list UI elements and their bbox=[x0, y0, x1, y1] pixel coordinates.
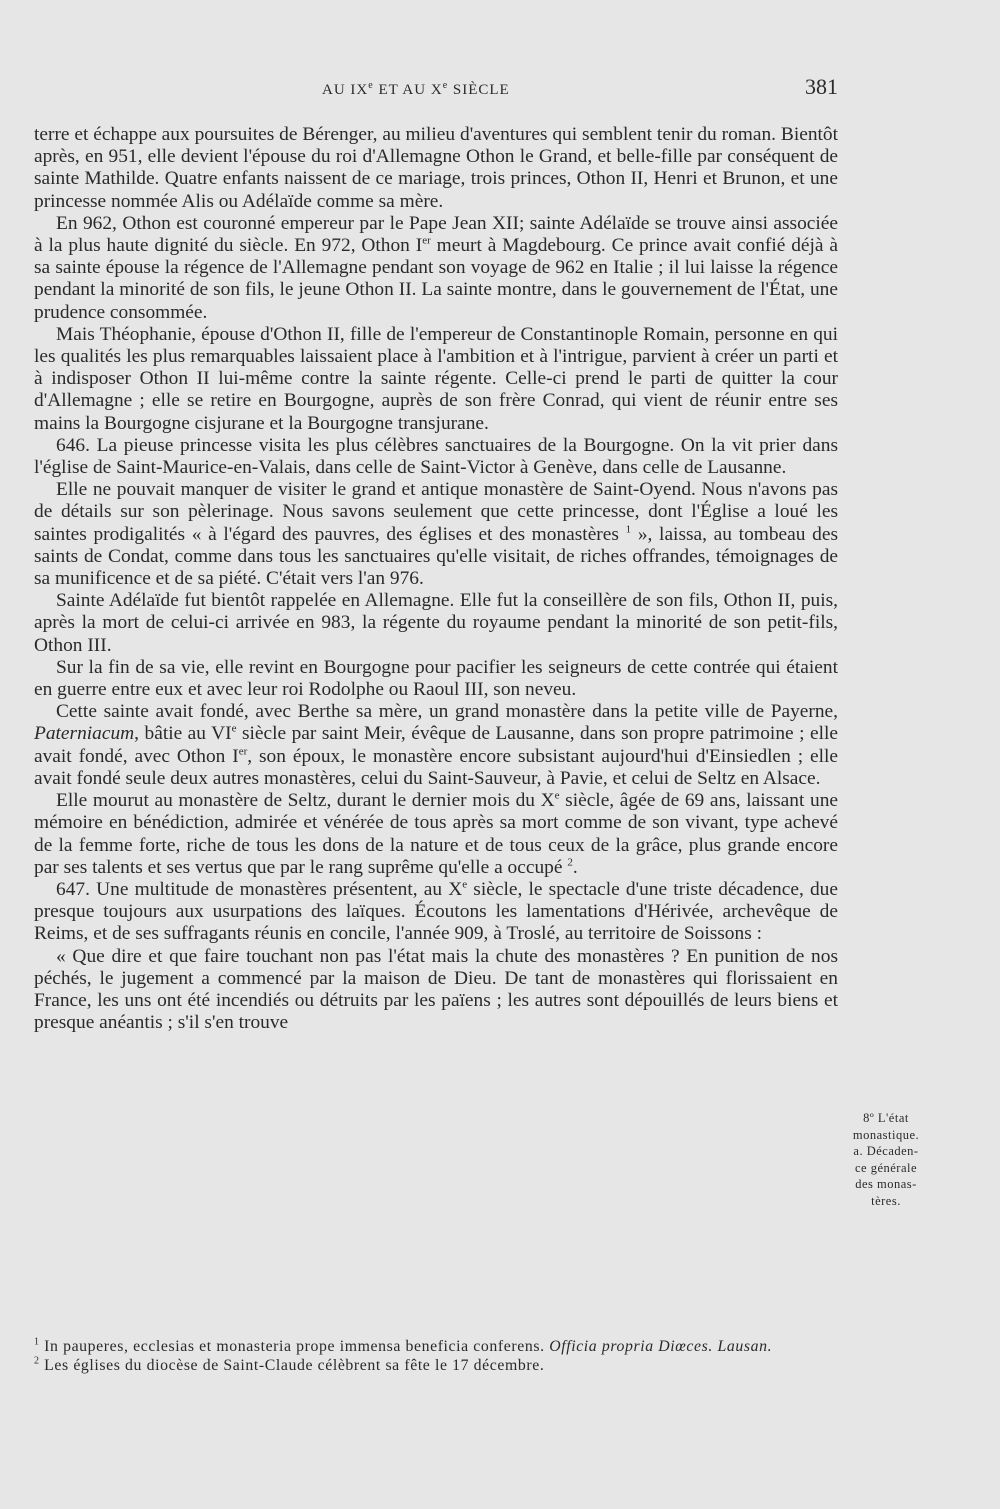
running-title: AU IXe ET AU Xe SIÈCLE bbox=[322, 80, 510, 98]
paragraph: Sainte Adélaïde fut bientôt rappelée en Allemagne. Elle fut la conseillère de son fils, Othon II, puis, après la mort de celui-ci arrivée en 983, la régente du royaume pendant la minorité de son petit-fils, Othon III. bbox=[34, 590, 838, 656]
paragraph: En 962, Othon est couronné empereur par le Pape Jean XII; sainte Adélaïde se trouve ainsi associée à la plus haute dignité du siècle. En 972, Othon Ier meurt à Magdebourg. Ce prince avait confié déjà à sa sainte épouse la régence de l'Allemagne pendant son voyage de 962 en Italie ; il lui laisse la régence pendant la minorité de son fils, le jeune Othon II. La sainte montre, dans le gouvernement de l'État, une prudence consommée. bbox=[34, 212, 838, 323]
margin-note-line: a. Décaden- bbox=[853, 1144, 919, 1158]
footnotes bbox=[34, 1337, 838, 1375]
margin-note-line: des monas- bbox=[855, 1177, 917, 1191]
margin-note-line: monastique. bbox=[852, 1127, 920, 1142]
margin-note-line: ce générale bbox=[854, 1160, 918, 1175]
paragraph: Sur la fin de sa vie, elle revint en Bourgogne pour pacifier les seigneurs de cette contrée qui étaient en guerre entre eux et avec leur roi Rodolphe ou Raoul III, son neveu. bbox=[34, 656, 838, 701]
margin-note-line: 8º L'état bbox=[863, 1111, 909, 1125]
paragraph: terre et échappe aux poursuites de Bérenger, au milieu d'aventures qui semblent tenir du roman. Bientôt après, en 951, elle devient l'épouse du roi d'Allemagne Othon le Grand, et belle-fille par conséquent de sainte Mathilde. Quatre enfants naissent de ce mariage, trois princes, Othon II, Henri et Brunon, et une princesse nommée Alis ou Adélaïde comme sa mère. bbox=[34, 124, 838, 212]
paragraph: 647. Une multitude de monastères présentent, au Xe siècle, le spectacle d'une triste décadence, due presque toujours aux usurpations des laïques. Écoutons les lamentations d'Hérivée, archevêque de Reims, et de ses suffragants réunis en concile, l'année 909, à Troslé, au territoire de Soissons : bbox=[34, 878, 838, 945]
footnote-1: $^1$ In pauperes, ecclesias et monasteria prope immensa beneficia conferens. Officia propria Diœces. Lausan. bbox=[34, 1336, 773, 1355]
paragraph: Cette sainte avait fondé, avec Berthe sa mère, un grand monastère dans la petite ville de Payerne, Paterniacum, bâtie au VIe siècle par saint Meir, évêque de Lausanne, dans son propre patrimoine ; elle avait fondé, avec Othon Ier, son époux, le monastère encore subsistant aujourd'hui d'Einsiedlen ; elle avait fondé seule deux autres monastères, celui du Saint-Sauveur, à Pavie, et celui de Seltz en Alsace. bbox=[34, 701, 838, 789]
paragraph: Mais Théophanie, épouse d'Othon II, fille de l'empereur de Constantinople Romain, personne en qui les qualités les plus remarquables laissaient place à l'ambition et à l'intrigue, parvient à créer un parti et à indisposer Othon II lui-même contre la sainte régente. Celle-ci prend le parti de quitter la cour d'Allemagne ; elle se retire en Bourgogne, auprès de son frère Conrad, qui vient de réunir entre ses mains la Bourgogne cisjurane et la Bourgogne transjurane. bbox=[34, 323, 838, 434]
margin-note bbox=[844, 1110, 928, 1209]
page-number: 381 bbox=[805, 74, 838, 99]
paragraph: « Que dire et que faire touchant non pas l'état mais la chute des monastères ? En punition de nos péchés, le jugement a commencé par la maison de Dieu. De tant de monastères qui florissaient en France, les uns ont été incendiés ou détruits par les païens ; les autres sont dépouillés de leurs biens et presque anéantis ; s'il s'en trouve bbox=[34, 945, 838, 1034]
body-text bbox=[34, 124, 838, 1034]
paragraph: Elle mourut au monastère de Seltz, durant le dernier mois du Xe siècle, âgée de 69 ans, laissant une mémoire en bénédiction, admirée et vénérée de tous après sa mort comme de son vivant, type achevé de la femme forte, riche de tous les dons de la nature et de tous ceux de la grâce, plus grande encore par ses talents et ses vertus que par le rang suprême qu'elle a occupé $^2$. bbox=[34, 789, 839, 878]
paragraph: 646. La pieuse princesse visita les plus célèbres sanctuaires de la Bourgogne. On la vit prier dans l'église de Saint-Maurice-en-Valais, dans celle de Saint-Victor à Genève, dans celle de Lausanne. bbox=[34, 434, 838, 479]
margin-note-line: tères. bbox=[871, 1193, 901, 1208]
footnote-2: $^2$ Les églises du diocèse de Saint-Claude célèbrent sa fête le 17 décembre. bbox=[34, 1355, 545, 1374]
paragraph: Elle ne pouvait manquer de visiter le grand et antique monastère de Saint-Oyend. Nous n'avons pas de détails sur son pèlerinage. Nous savons seulement que cette princesse, dont l'Église a loué les saintes prodigalités « à l'égard des pauvres, des églises et des monastères $^1$ », laissa, au tombeau des saints de Condat, comme dans tous les sanctuaires qu'elle visitait, de riches offrandes, témoignages de sa munificence et de sa piété. C'était vers l'an 976. bbox=[34, 479, 838, 590]
